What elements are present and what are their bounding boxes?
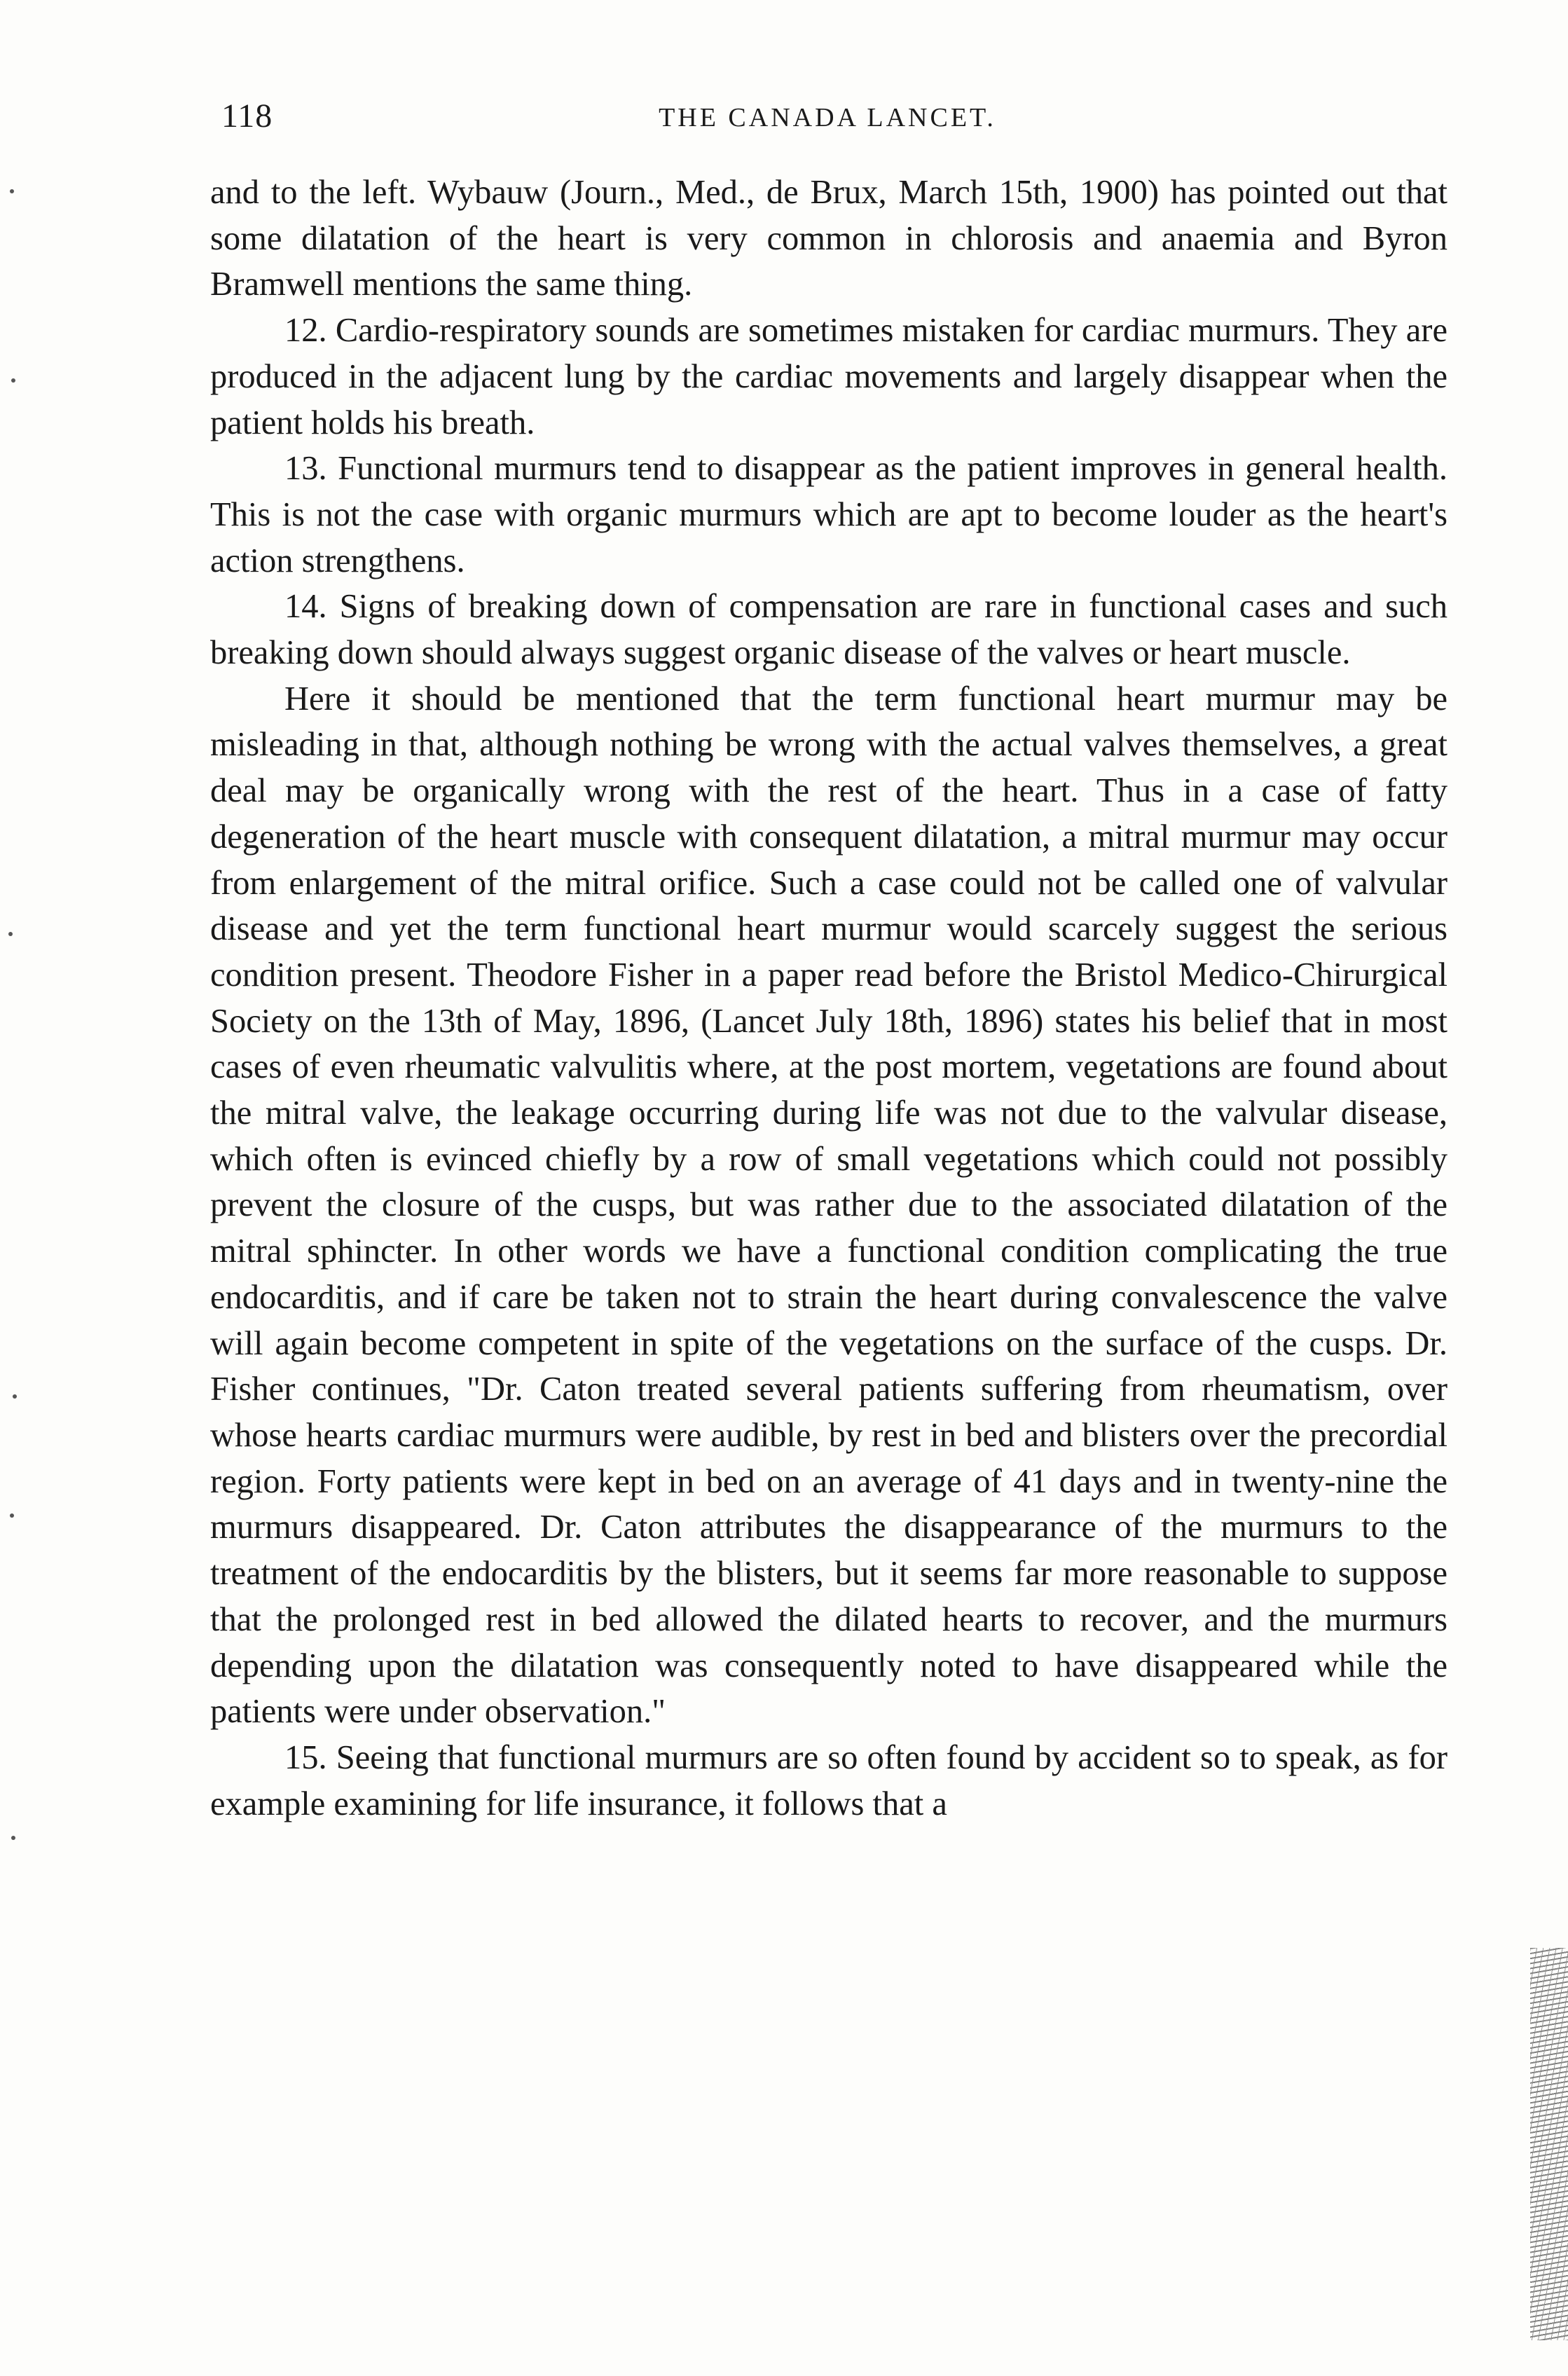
running-head: THE CANADA LANCET. bbox=[659, 103, 996, 132]
paragraph-item-14: 14. Signs of breaking down of compensation are rare in functional cases and such breaking down should always suggest organic disease of the valves or heart muscle. bbox=[210, 588, 1447, 672]
paragraph-continued: and to the left. Wybauw (Journ., Med., de Brux, March 15th, 1900) has pointed out that some dilatation of the heart is very common in chlorosis and anaemia and Byron Bramwell mentions the same thing. bbox=[210, 174, 1447, 303]
paragraph-item-15: 15. Seeing that functional murmurs are so often found by accident so to speak, as for example examining for life insurance, it follows that a bbox=[210, 1738, 1447, 1822]
body-text bbox=[210, 170, 1447, 1827]
page-header bbox=[207, 97, 1447, 146]
scan-edge-artifact bbox=[1530, 1948, 1568, 2340]
paragraph-item-13: 13. Functional murmurs tend to disappear as the patient improves in general health. This is not the case with organic murmurs which are apt to become louder as the heart's action strengthens. bbox=[210, 450, 1447, 579]
left-margin-specks bbox=[7, 0, 14, 2376]
page-number: 118 bbox=[221, 97, 273, 135]
paragraph-functional-murmur-note: Here it should be mentioned that the term functional heart murmur may be misleading in that, although nothing be wrong with the actual valves themselves, a great deal may be organically wrong with the rest of the heart. Thus in a case of fatty degeneration of the heart muscle with consequent dilatation, a mitral murmur may occur from enlargement of the mitral orifice. Such a case could not be called one of valvular disease and yet the term functional heart murmur would scarcely suggest the serious condition present. Theodore Fisher in a paper read before the Bristol Medico-Chirurgical Society on the 13th of May, 1896, (Lancet July 18th, 1896) states his belief that in most cases of even rheumatic valvulitis where, at the post mortem, vegetations are found about the mitral valve, the leakage occurring during life was not due to the valvular disease, which often is evinced chiefly by a row of small vegetations which could not possibly prevent the closure of the cusps, but was rather due to the associated dilatation of the mitral sphincter. In other words we have a functional condition complicating the true endocarditis, and if care be taken not to strain the heart during convalescence the valve will again become competent in spite of the vegetations on the surface of the cusps. Dr. Fisher continues, "Dr. Caton treated several patients suffering from rheumatism, over whose hearts cardiac murmurs were audible, by rest in bed and blisters over the precordial region. Forty patients were kept in bed on an average of 41 days and in twenty-nine the murmurs disappeared. Dr. Caton attributes the disappearance of the murmurs to the treatment of the endocarditis by the blisters, but it seems far more reasonable to suppose that the prolonged rest in bed allowed the dilated hearts to recover, and the murmurs depending upon the dilatation was consequently noted to have disappeared while the patients were under observation." bbox=[210, 680, 1447, 1731]
paragraph-item-12: 12. Cardio-respiratory sounds are sometimes mistaken for cardiac murmurs. They are produced in the adjacent lung by the cardiac movements and largely disappear when the patient holds his breath. bbox=[210, 312, 1447, 441]
